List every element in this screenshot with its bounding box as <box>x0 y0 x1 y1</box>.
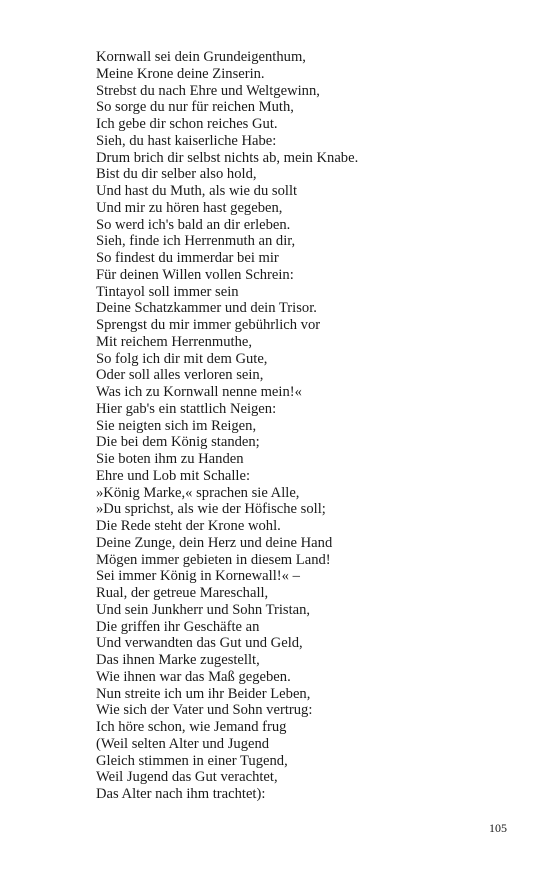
poem-line: Sie boten ihm zu Handen <box>96 451 244 467</box>
poem-line: Das Alter nach ihm trachtet): <box>96 786 266 802</box>
poem-line: Sieh, du hast kaiserliche Habe: <box>96 132 277 149</box>
poem-line: Deine Schatzkammer und dein Trisor. <box>96 300 317 317</box>
poem-line: So findest du immerdar bei mir <box>96 250 279 266</box>
poem-line: Kornwall sei dein Grundeigenthum, <box>96 49 306 65</box>
poem-line: Bist du dir selber also hold, <box>96 166 257 183</box>
poem-line: Nun streite ich um ihr Beider Leben, <box>96 685 311 702</box>
poem-line: Sieh, finde ich Herrenmuth an dir, <box>96 233 296 250</box>
poem-line: Und mir zu hören hast gegeben, <box>96 199 283 216</box>
poem-line: Wie ihnen war das Maß gegeben. <box>96 668 291 685</box>
poem-line: Was ich zu Kornwall nenne mein!« <box>96 384 302 400</box>
poem-line: Und hast du Muth, als wie du sollt <box>96 183 298 199</box>
poem-line: Ehre und Lob mit Schalle: <box>96 467 251 484</box>
poem-line: Tintayol soll immer sein <box>96 283 239 300</box>
poem-line: Oder soll alles verloren sein, <box>96 367 264 384</box>
poem-line: Und sein Junkherr und Sohn Tristan, <box>96 601 311 618</box>
poem-line: Und verwandten das Gut und Geld, <box>96 635 303 652</box>
poem-line: (Weil selten Alter und Jugend <box>96 735 270 752</box>
poem-line: Ich gebe dir schon reiches Gut. <box>96 116 278 132</box>
poem-line: Für deinen Willen vollen Schrein: <box>96 266 294 283</box>
poem-line: Deine Zunge, dein Herz und deine Hand <box>96 534 333 551</box>
poem-line: So sorge du nur für reichen Muth, <box>96 99 294 116</box>
poem-line: Das ihnen Marke zugestellt, <box>96 652 260 668</box>
poem-line: Drum brich dir selbst nichts ab, mein Knabe. <box>96 149 359 166</box>
poem-line: Wie sich der Vater und Sohn vertrug: <box>96 702 313 719</box>
poem-line: Mögen immer gebieten in diesem Land! <box>96 551 331 568</box>
poem-line: So folg ich dir mit dem Gute, <box>96 350 268 367</box>
poem-line: Die bei dem König standen; <box>96 434 260 451</box>
page-number: 105 <box>489 821 507 835</box>
poem-line: »Du sprichst, als wie der Höfische soll; <box>96 501 326 518</box>
poem-line: Sie neigten sich im Reigen, <box>96 417 257 434</box>
poem-line: Gleich stimmen in einer Tugend, <box>96 752 288 769</box>
poem-line: Die griffen ihr Geschäfte an <box>96 618 260 635</box>
poem-line: Sei immer König in Kornewall!« – <box>96 568 300 585</box>
poem-line: Mit reichem Herrenmuthe, <box>96 333 253 350</box>
poem-line: Sprengst du mir immer gebührlich vor <box>96 317 321 333</box>
poem-line: Rual, der getreue Mareschall, <box>96 585 269 601</box>
poem-line: Weil Jugend das Gut verachtet, <box>96 769 278 786</box>
poem-text <box>96 49 358 803</box>
poem-line: Hier gab's ein stattlich Neigen: <box>96 400 277 417</box>
poem-line: »König Marke,« sprachen sie Alle, <box>96 484 300 501</box>
poem-line: So werd ich's bald an dir erleben. <box>96 216 291 233</box>
poem-line: Meine Krone deine Zinserin. <box>96 65 265 82</box>
poem-line: Ich höre schon, wie Jemand frug <box>96 719 287 735</box>
poem-line: Die Rede steht der Krone wohl. <box>96 518 281 534</box>
poem-line: Strebst du nach Ehre und Weltgewinn, <box>96 82 320 99</box>
